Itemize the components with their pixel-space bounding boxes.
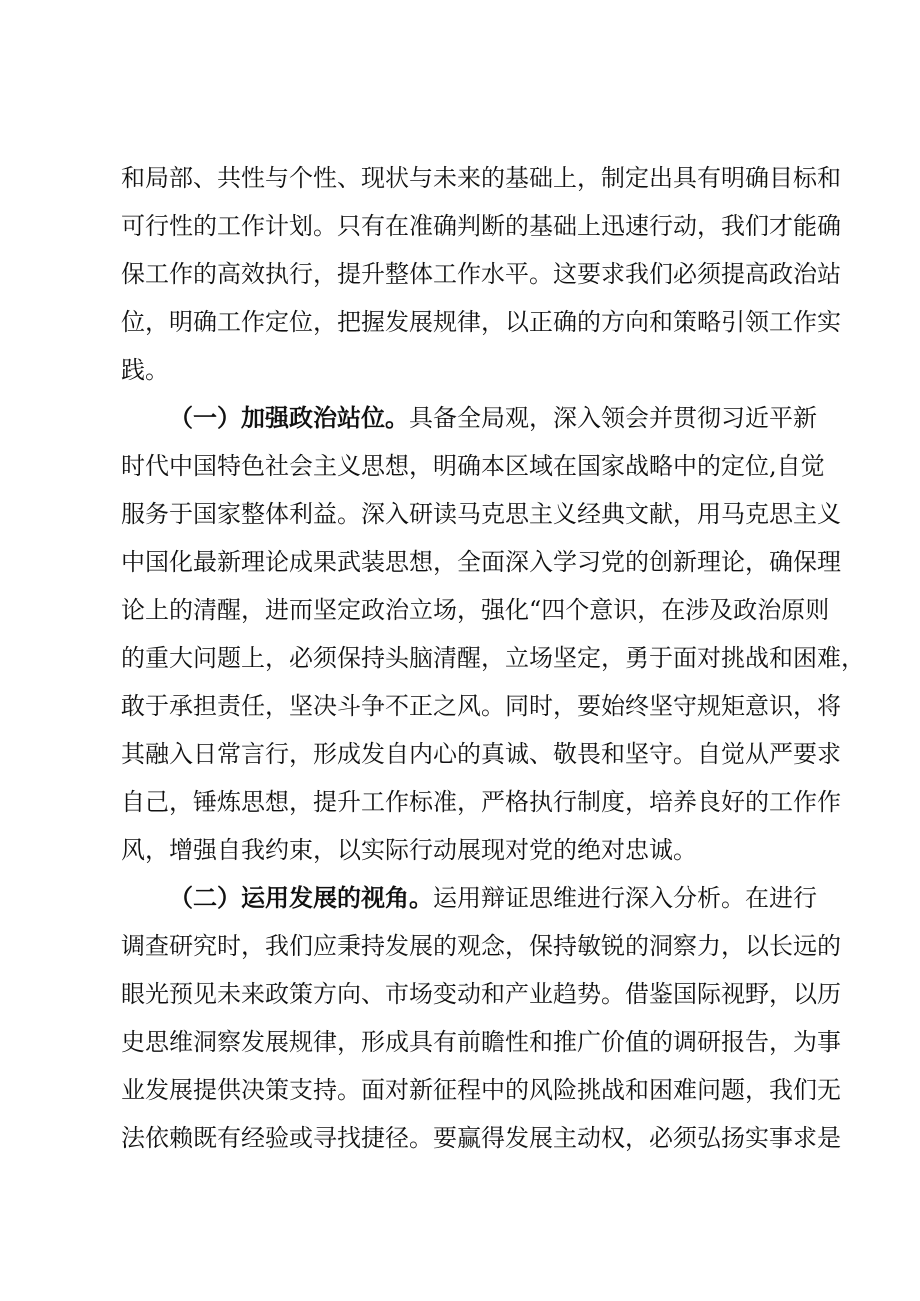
text-line: 法依赖既有经验或寻找捷径。要赢得发展主动权，必须弘扬实事求是: [121, 1124, 841, 1152]
section-heading: （一）加强政治站位。: [169, 404, 409, 432]
paragraph-first-line: [169, 878, 817, 918]
text-line: 时代中国特色社会主义思想，明确本区域在国家战略中的定位,自觉: [121, 452, 825, 480]
text-line: 史思维洞察发展规律，形成具有前瞻性和推广价值的调研报告，为事: [121, 1028, 841, 1056]
text-line: 可行性的工作计划。只有在准确判断的基础上迅速行动，我们才能确: [121, 212, 841, 240]
text-line: 风，增强自我约束，以实际行动展现对党的绝对忠诚。: [121, 836, 697, 864]
text-line: 业发展提供决策支持。面对新征程中的风险挑战和困难问题，我们无: [121, 1076, 841, 1104]
text-line: 调查研究时，我们应秉持发展的观念，保持敏锐的洞察力，以长远的: [121, 932, 841, 960]
text-span: 运用辩证思维进行深入分析。在进行: [433, 884, 817, 912]
text-line: 和局部、共性与个性、现状与未来的基础上，制定出具有明确目标和: [121, 164, 841, 192]
text-span: 具备全局观，深入领会并贯彻习近平新: [409, 404, 817, 432]
text-line: 的重大问题上，必须保持头脑清醒，立场坚定，勇于面对挑战和困难，: [121, 644, 865, 672]
section-heading: （二）运用发展的视角。: [169, 884, 433, 912]
text-line: 自己，锤炼思想，提升工作标准，严格执行制度，培养良好的工作作: [121, 788, 841, 816]
text-line: 保工作的高效执行，提升整体工作水平。这要求我们必须提高政治站: [121, 260, 841, 288]
text-line: 践。: [121, 356, 169, 384]
paragraph-first-line: [169, 398, 817, 438]
text-line: 中国化最新理论成果武装思想，全面深入学习党的创新理论，确保理: [121, 548, 841, 576]
text-line: 服务于国家整体利益。深入研读马克思主义经典文献，用马克思主义: [121, 500, 841, 528]
text-line: 其融入日常言行，形成发自内心的真诚、敬畏和坚守。自觉从严要求: [121, 740, 841, 768]
text-line: 论上的清醒，进而坚定政治立场，强化“四个意识，在涉及政治原则: [121, 596, 830, 624]
text-line: 敢于承担责任，坚决斗争不正之风。同时，要始终坚守规矩意识，将: [121, 692, 841, 720]
text-line: 眼光预见未来政策方向、市场变动和产业趋势。借鉴国际视野，以历: [121, 980, 841, 1008]
text-line: 位，明确工作定位，把握发展规律，以正确的方向和策略引领工作实: [121, 308, 841, 336]
